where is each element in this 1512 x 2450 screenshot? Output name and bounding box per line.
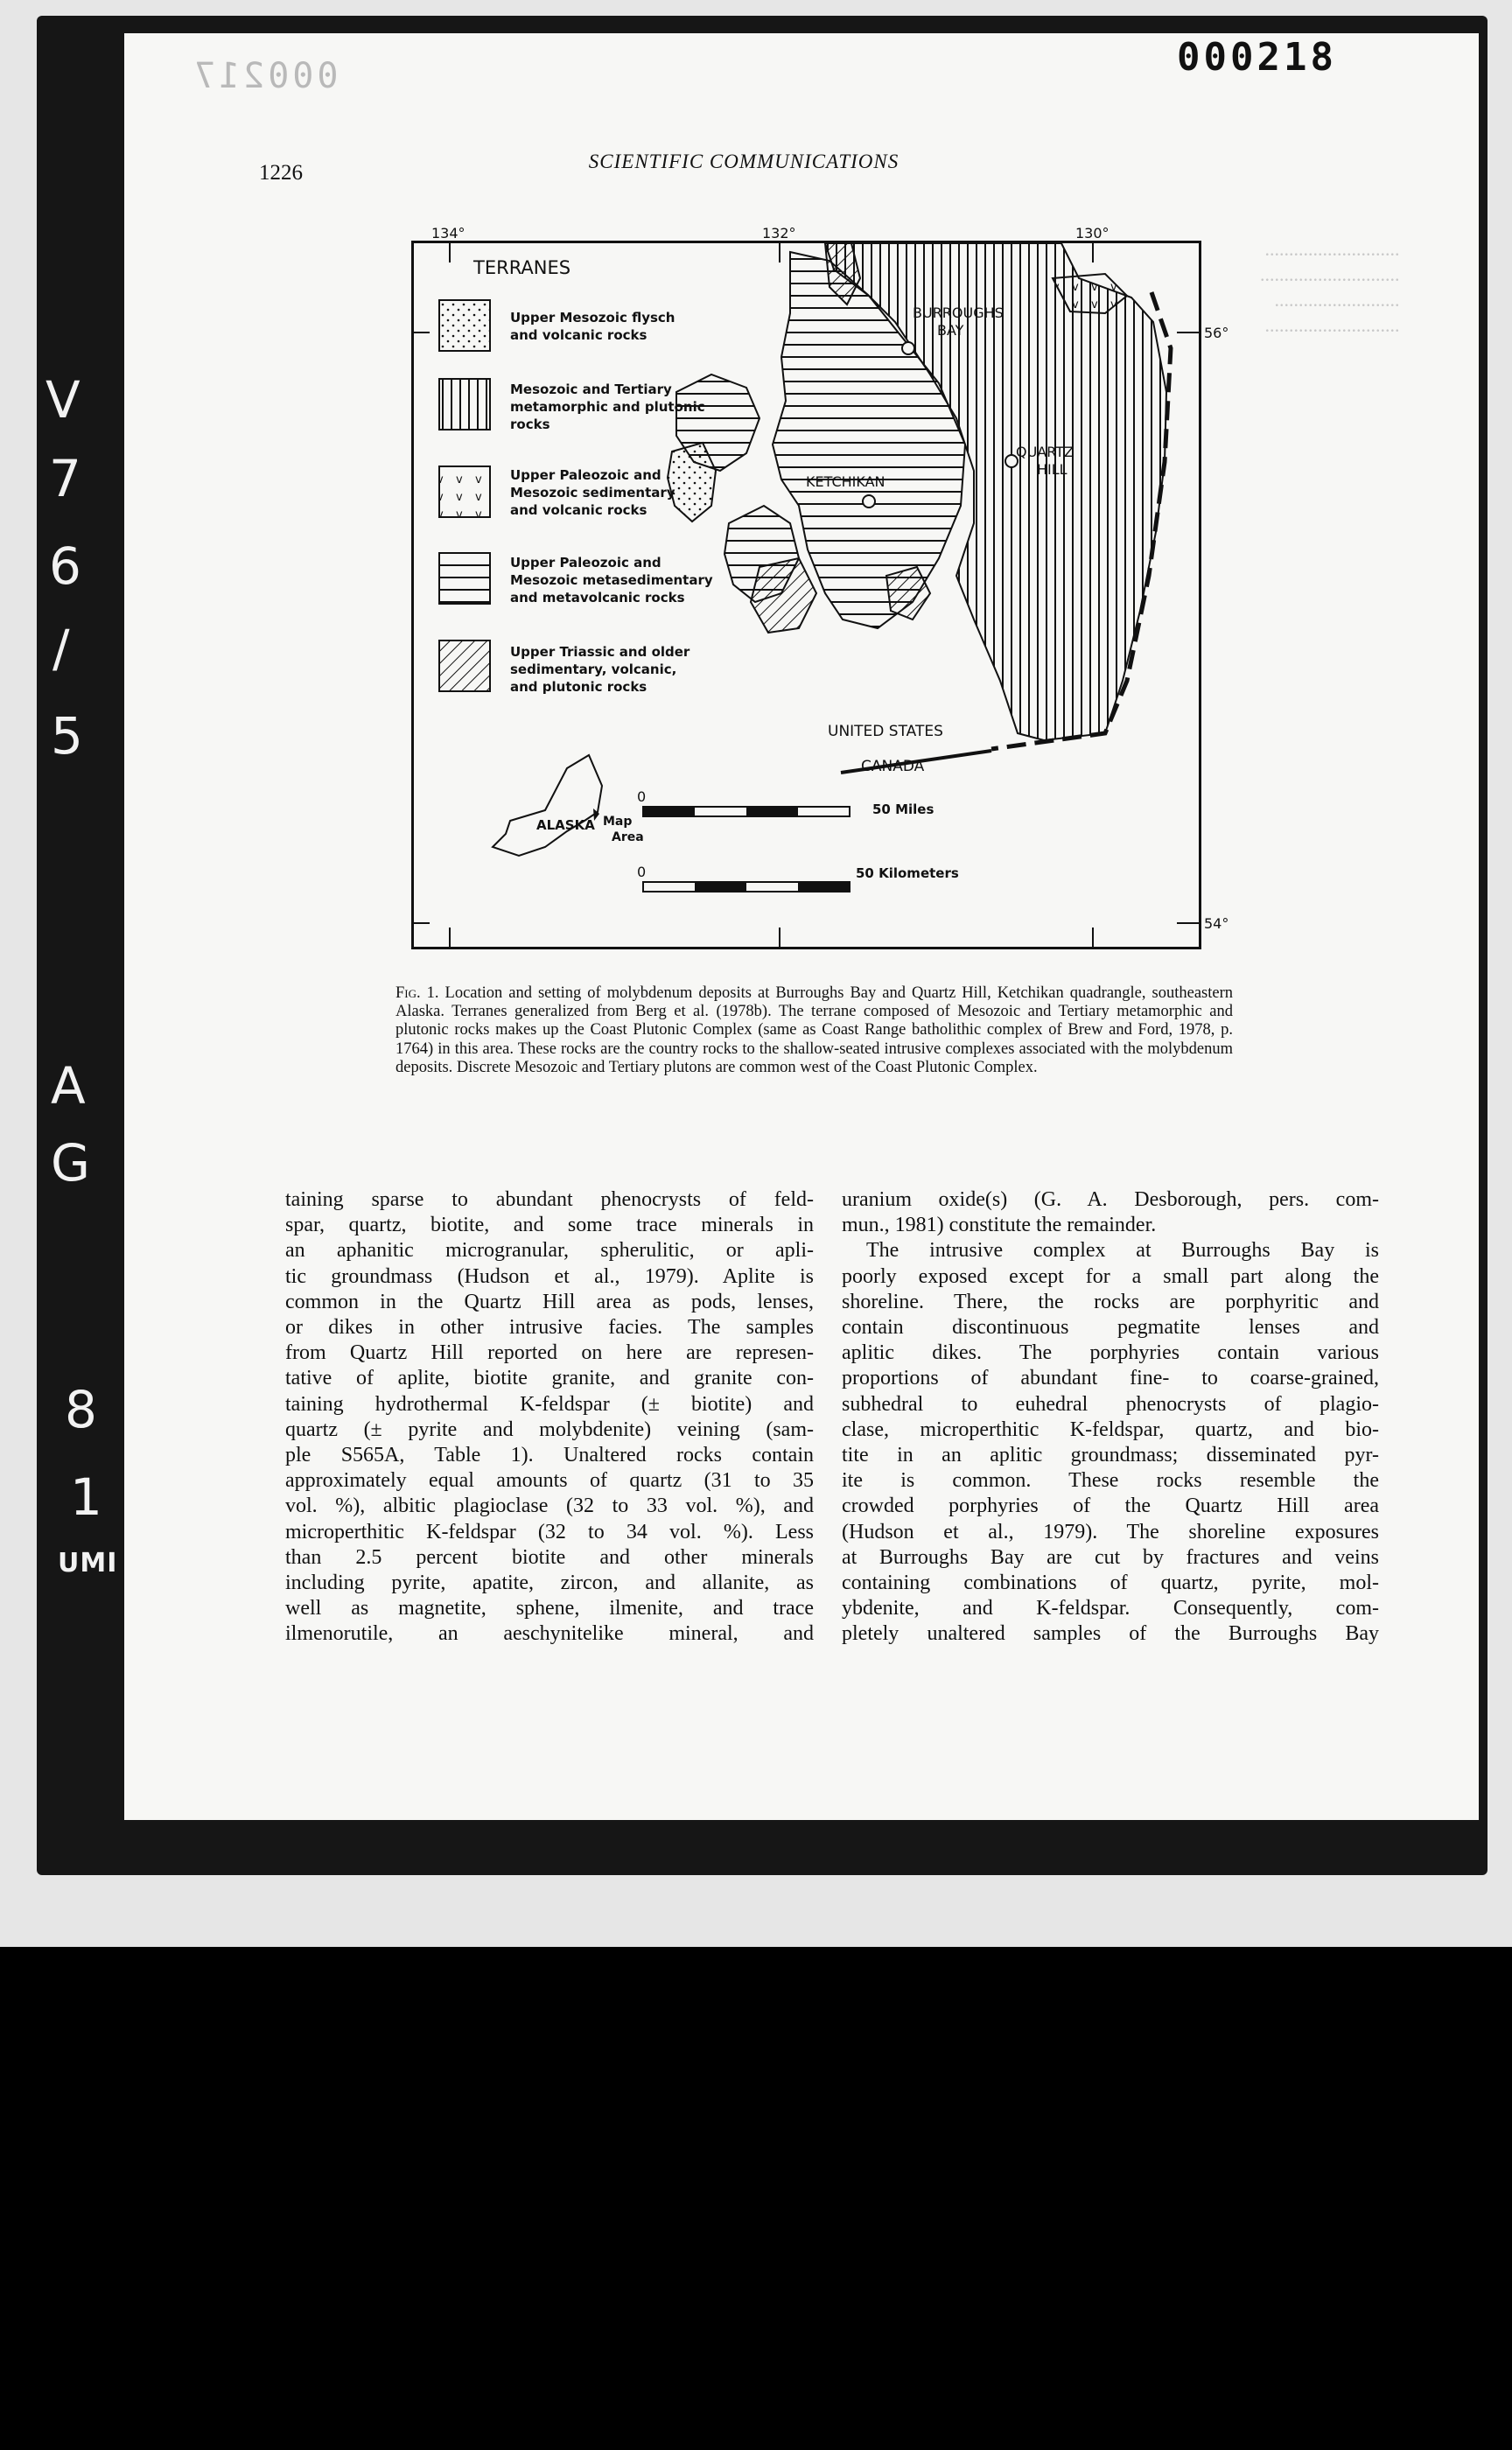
body-left-line: including pyrite, apatite, zircon, and allanite, as (285, 1572, 814, 1595)
legend-5-line-2: sedimentary, volcanic, (510, 662, 677, 677)
film-mark-slash: / (52, 619, 70, 678)
body-right-line: The intrusive complex at Burroughs Bay is (866, 1239, 1379, 1263)
film-mark-1: 1 (70, 1467, 102, 1527)
scale-miles-label: 50 Miles (872, 802, 934, 817)
body-right-line: contain discontinuous pegmatite lenses and (842, 1316, 1379, 1340)
film-mark-a: A (51, 1056, 86, 1116)
terrane-triassic-south (751, 558, 816, 633)
running-head: SCIENTIFIC COMMUNICATIONS (588, 150, 900, 172)
scale-bars (643, 807, 850, 892)
body-right-line: ybdenite, and K-feldspar. Consequently, com- (842, 1597, 1379, 1620)
longitude-132: 132° (762, 225, 796, 242)
label-map: Map (603, 815, 633, 829)
body-left-line: spar, quartz, biotite, and some trace minerals in (285, 1214, 814, 1237)
label-canada: CANADA (861, 758, 925, 775)
body-left-line: ple S565A, Table 1). Unaltered rocks contain (285, 1444, 814, 1467)
legend-3-line-3: and volcanic rocks (510, 502, 648, 518)
film-mark-umi: UMI (58, 1548, 118, 1578)
body-left-line: than 2.5 percent biotite and other minerals (285, 1545, 814, 1569)
label-area: Area (612, 830, 644, 844)
body-right-line: pletely unaltered samples of the Burroughs Bay (842, 1622, 1379, 1646)
body-right-line: clase, microperthitic K-feldspar, quartz, and bio- (842, 1418, 1379, 1441)
legend-2-line-1: Mesozoic and Tertiary (510, 382, 672, 397)
legend-title: TERRANES (473, 257, 571, 278)
label-united-states: UNITED STATES (828, 723, 943, 740)
film-mark-g: G (51, 1133, 90, 1193)
legend-swatches (439, 300, 490, 691)
label-hill: HILL (1037, 461, 1068, 478)
burroughs-bay-point (902, 342, 914, 354)
body-left-line: tic groundmass (Hudson et al., 1979). Aplite is (285, 1264, 814, 1288)
legend-4-line-2: Mesozoic metasedimentary (510, 572, 713, 588)
label-burroughs: BURROUGHS (913, 304, 1004, 321)
body-right-line: shoreline. There, the rocks are porphyritic and (842, 1290, 1379, 1313)
legend-2-line-2: metamorphic and plutonic (510, 399, 705, 415)
body-left-line: taining sparse to abundant phenocrysts of feld- (285, 1188, 814, 1211)
legend-2-line-3: rocks (510, 416, 550, 432)
figure-label: Fig. 1. (396, 984, 439, 1002)
label-quartz: QUARTZ (1016, 444, 1074, 460)
body-right-line: containing combinations of quartz, pyrite, mol- (842, 1572, 1379, 1595)
body-right-line: (Hudson et al., 1979). The shoreline exposures (842, 1520, 1379, 1544)
body-right-line: subhedral to euhedral phenocrysts of plagio- (842, 1392, 1379, 1416)
body-left-line: quartz (± pyrite and molybdenite) veining (sam- (285, 1418, 814, 1441)
legend-5-line-3: and plutonic rocks (510, 679, 648, 695)
film-mark-v: V (46, 370, 80, 430)
body-right-line: proportions of abundant fine- to coarse-grained, (842, 1367, 1379, 1390)
body-right-line: crowded porphyries of the Quartz Hill area (842, 1494, 1379, 1518)
body-left-line: approximately equal amounts of quartz (31 to 35 (285, 1469, 814, 1493)
body-left-line: from Quartz Hill reported on here are represen- (285, 1341, 814, 1365)
body-right-line: tite in an aplitic groundmass; disseminated pyr- (842, 1444, 1379, 1467)
map-drawing (414, 225, 1229, 947)
ketchikan-point (863, 495, 875, 508)
body-left-line: microperthitic K-feldspar (32 to 34 vol. %). Less (285, 1520, 814, 1544)
terrane-flysch (668, 443, 716, 522)
body-left-line: common in the Quartz Hill area as pods, lenses, (285, 1290, 814, 1313)
body-left-line: ilmenorutile, an aeschynitelike mineral, and (285, 1622, 814, 1646)
label-ketchikan: KETCHIKAN (806, 473, 886, 490)
legend-4-line-3: and metavolcanic rocks (510, 590, 685, 606)
latitude-54: 54° (1204, 915, 1229, 932)
body-left-line: well as magnetite, sphene, ilmenite, and trace (285, 1597, 814, 1620)
longitude-134: 134° (431, 225, 466, 242)
scale-zero-miles: 0 (637, 788, 647, 805)
scale-km-label: 50 Kilometers (856, 865, 959, 881)
body-right-line: at Burroughs Bay are cut by fractures and veins (842, 1545, 1379, 1569)
caption-text: Location and setting of molybdenum deposits at Burroughs Bay and Quartz Hill, Ketchikan quadrangle, southeastern Alaska. Terranes generalized from Berg et al. (1978b). The terrane composed of Mesozoic and Tertiary metamorphic and plutonic rocks makes up the Coast Plutonic Complex (same as Coast Range batholithic complex of Brew and Ford, 1978, p. 1764) in this area. These rocks are the country rocks to the shallow-seated intrusive complexes associated with the molybdenum deposits. Discrete Mesozoic and Tertiary plutons are common west of the Coast Plutonic Complex. (396, 984, 1233, 1076)
film-mark-5: 5 (51, 706, 83, 766)
legend-1-line-1: Upper Mesozoic flysch (510, 310, 676, 326)
body-left-line: an aphanitic microgranular, spherulitic, or apli- (285, 1239, 814, 1263)
body-column-right (842, 1187, 1379, 1648)
scale-zero-km: 0 (637, 864, 647, 880)
body-left-line: vol. %), albitic plagioclase (32 to 33 vol. %), and (285, 1494, 814, 1518)
body-right-line: poorly exposed except for a small part along the (842, 1264, 1379, 1288)
figure-map (411, 225, 1229, 949)
legend-3-line-1: Upper Paleozoic and (510, 467, 662, 483)
body-right-line: uranium oxide(s) (G. A. Desborough, pers. com- (842, 1188, 1379, 1211)
legend-5-line-1: Upper Triassic and older (510, 644, 690, 660)
legend-3-line-2: Mesozoic sedimentary (510, 485, 676, 500)
label-bay: BAY (937, 322, 964, 339)
body-right-line: mun., 1981) constitute the remainder. (842, 1214, 1157, 1237)
body-right-line: aplitic dikes. The porphyries contain various (842, 1341, 1379, 1365)
film-mark-6: 6 (49, 536, 81, 596)
figure-caption (396, 984, 1233, 1077)
longitude-130: 130° (1075, 225, 1110, 242)
film-mark-8: 8 (65, 1380, 97, 1439)
body-column-left (285, 1187, 814, 1648)
alaska-inset (493, 755, 602, 856)
frame-number-ghost: 000217 (191, 56, 339, 96)
legend-1-line-2: and volcanic rocks (510, 327, 648, 343)
body-right-line: ite is common. These rocks resemble the (842, 1469, 1379, 1493)
body-left-line: tative of aplite, biotite granite, and granite con- (285, 1367, 814, 1390)
label-alaska: ALASKA (536, 817, 595, 833)
legend-4-line-1: Upper Paleozoic and (510, 555, 662, 570)
latitude-56: 56° (1204, 325, 1229, 341)
ghost-text-right: ............................ ............................. .......................... ............................ (1260, 238, 1400, 336)
body-left-line: or dikes in other intrusive facies. The samples (285, 1316, 814, 1340)
page-number: 1226 (259, 161, 303, 185)
film-mark-7: 7 (49, 449, 81, 508)
body-left-line: taining hydrothermal K-feldspar (± biotite) and (285, 1392, 814, 1416)
frame-number: 000218 (1177, 35, 1337, 80)
